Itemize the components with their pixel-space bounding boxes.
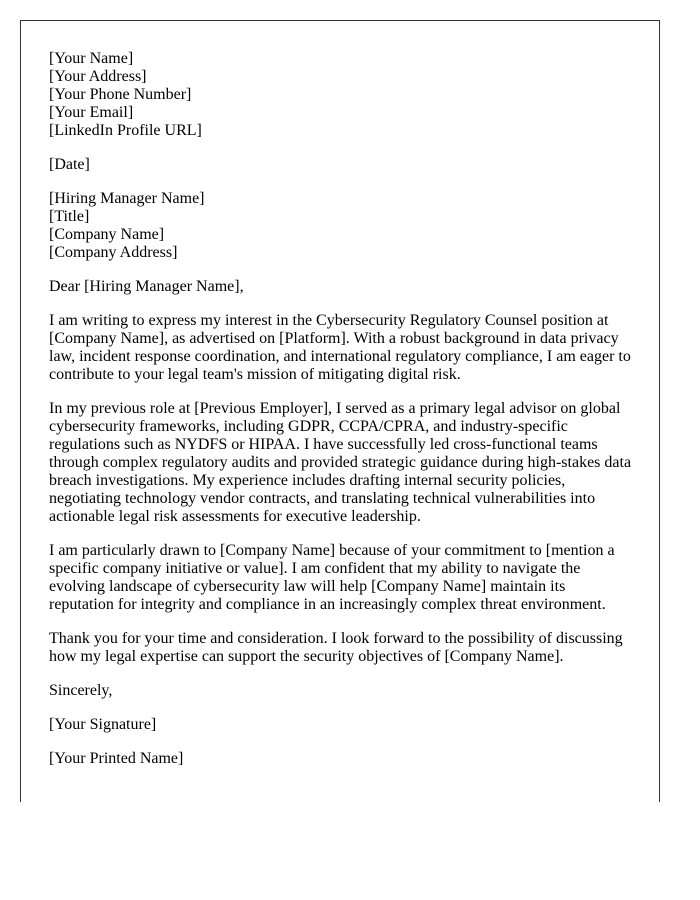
paragraph-line: breach investigations. My experience includes drafting internal security policies, [49, 472, 566, 489]
paragraph-line: regulations such as NYDFS or HIPAA. I have successfully led cross-functional teams [49, 436, 598, 453]
paragraph-line: law, incident response coordination, and international regulatory compliance, I am eager to [49, 348, 631, 365]
paragraph-line: Thank you for your time and consideration. I look forward to the possibility of discussing [49, 630, 623, 647]
sender-email: [Your Email] [49, 104, 134, 121]
letter-content [49, 50, 639, 784]
closing-printed-name [49, 750, 639, 768]
sender-block [49, 50, 639, 140]
paragraph-line: through complex regulatory audits and provided strategic guidance during high-stakes data [49, 454, 632, 471]
recipient-company: [Company Name] [49, 226, 165, 243]
recipient-block [49, 190, 639, 262]
body-paragraph-1 [49, 312, 639, 384]
recipient-address: [Company Address] [49, 244, 178, 261]
sender-phone: [Your Phone Number] [49, 86, 192, 103]
closing-signature [49, 716, 639, 734]
paragraph-line: negotiating technology vendor contracts, and translating technical vulnerabilities into [49, 490, 596, 507]
recipient-title: [Title] [49, 208, 90, 225]
sender-name: [Your Name] [49, 50, 134, 67]
recipient-name: [Hiring Manager Name] [49, 190, 205, 207]
paragraph-line: contribute to your legal team's mission of mitigating digital risk. [49, 366, 461, 383]
sender-linkedin: [LinkedIn Profile URL] [49, 122, 202, 139]
paragraph-line: actionable legal risk assessments for executive leadership. [49, 508, 421, 525]
date-block [49, 156, 639, 174]
body-paragraph-4 [49, 630, 639, 666]
paragraph-line: specific company initiative or value]. I am confident that my ability to navigate the [49, 560, 581, 577]
valediction-text: Sincerely, [49, 682, 113, 699]
paragraph-line: how my legal expertise can support the security objectives of [Company Name]. [49, 648, 564, 665]
body-paragraph-2 [49, 400, 639, 526]
letter-date: [Date] [49, 156, 90, 173]
letter-page [20, 20, 660, 802]
paragraph-line: evolving landscape of cybersecurity law will help [Company Name] maintain its [49, 578, 566, 595]
body-paragraph-3 [49, 542, 639, 614]
paragraph-line: cybersecurity frameworks, including GDPR, CCPA/CPRA, and industry-specific [49, 418, 568, 435]
paragraph-line: I am writing to express my interest in the Cybersecurity Regulatory Counsel position at [49, 312, 609, 329]
salutation [49, 278, 639, 296]
paragraph-line: In my previous role at [Previous Employer], I served as a primary legal advisor on global [49, 400, 621, 417]
sender-address: [Your Address] [49, 68, 147, 85]
paragraph-line: reputation for integrity and compliance in an increasingly complex threat environment. [49, 596, 606, 613]
closing-valediction [49, 682, 639, 700]
paragraph-line: I am particularly drawn to [Company Name] because of your commitment to [mention a [49, 542, 615, 559]
printed-name-text: [Your Printed Name] [49, 750, 184, 767]
paragraph-line: [Company Name], as advertised on [Platform]. With a robust background in data privacy [49, 330, 619, 347]
salutation-text: Dear [Hiring Manager Name], [49, 278, 244, 295]
signature-text: [Your Signature] [49, 716, 157, 733]
